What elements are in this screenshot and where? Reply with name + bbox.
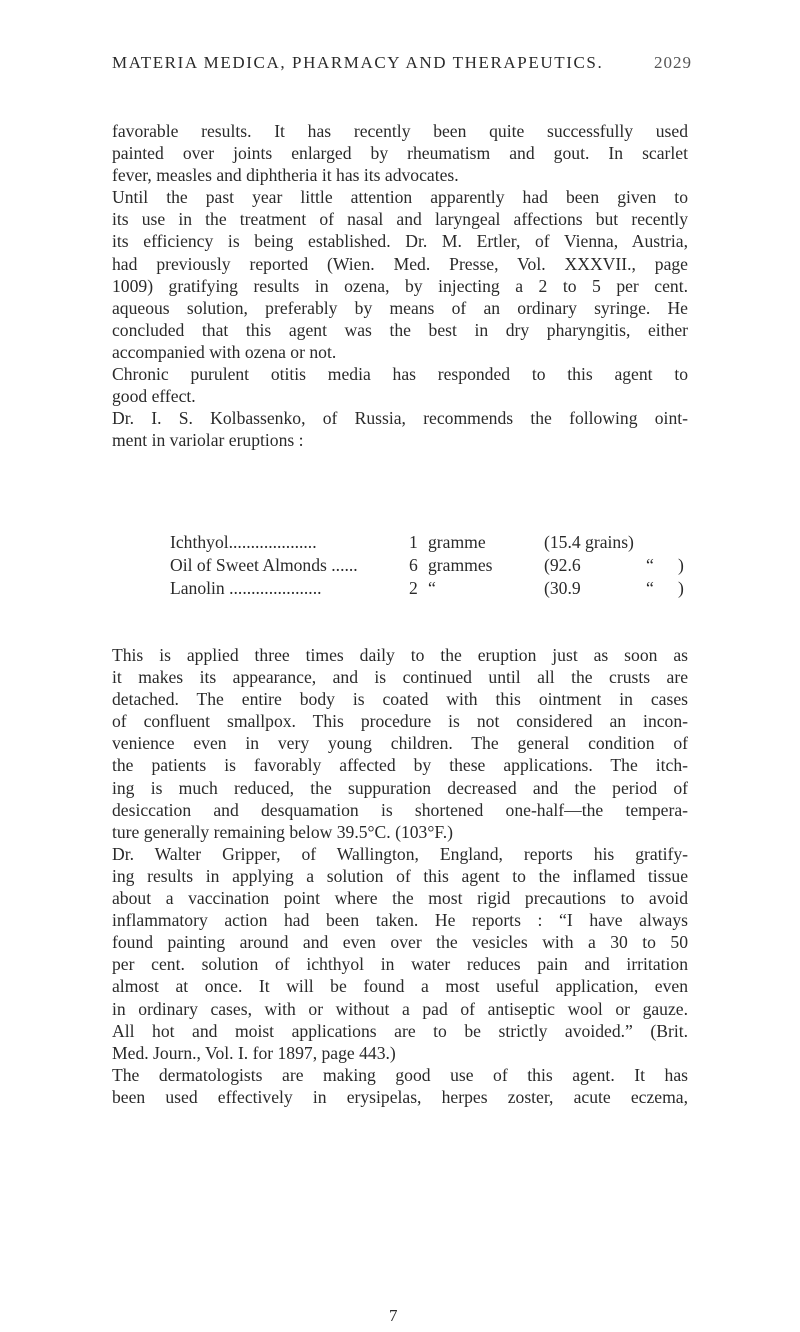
text-line: ing results in applying a solution of this agent to the inflamed tissue bbox=[112, 865, 688, 886]
text-line: This is applied three times daily to the eruption just as soon as bbox=[112, 645, 688, 665]
text-line: it makes its appearance, and is continued until all the crusts are bbox=[112, 667, 688, 688]
text-line: ing is much reduced, the suppuration decreased and the period of bbox=[112, 777, 688, 798]
text-line: All hot and moist applications are to be strictly avoided.” (Brit. bbox=[112, 1020, 688, 1041]
signature-mark: 7 bbox=[389, 1306, 398, 1325]
page-number: 2029 bbox=[654, 53, 692, 72]
text-block-application bbox=[112, 644, 688, 1108]
text-line: almost at once. It will be found a most useful application, even bbox=[112, 976, 688, 997]
ingredient-unit: “ bbox=[428, 578, 436, 598]
text-line: been used effectively in erysipelas, herpes zoster, acute eczema, bbox=[112, 1086, 688, 1107]
text-line: accompanied with ozena or not. bbox=[112, 341, 337, 362]
text-line: per cent. solution of ichthyol in water reduces pain and irritation bbox=[112, 954, 688, 975]
ingredient-name: Ichthyol.................... bbox=[170, 532, 317, 552]
text-line: of confluent smallpox. This procedure is not considered an incon- bbox=[112, 711, 688, 732]
ingredient-unit: gramme bbox=[428, 532, 486, 552]
text-line: its use in the treatment of nasal and laryngeal affections but recently bbox=[112, 209, 688, 230]
text-line: Med. Journ., Vol. I. for 1897, page 443.) bbox=[112, 1042, 396, 1063]
ingredient-quantity: 6 bbox=[409, 555, 418, 575]
text-line: found painting around and even over the vesicles with a 30 to 50 bbox=[112, 932, 688, 953]
text-line: detached. The entire body is coated with this ointment in cases bbox=[112, 689, 688, 710]
ingredient-grains: (15.4 grains) bbox=[544, 532, 634, 552]
text-block-opening bbox=[112, 120, 688, 451]
ingredient-close: ) bbox=[678, 578, 684, 598]
formula-row bbox=[170, 554, 690, 577]
ingredient-grains: (30.9 bbox=[544, 578, 581, 598]
text-line: about a vaccination point where the most rigid precautions to avoid bbox=[112, 888, 688, 909]
text-line: painted over joints enlarged by rheumatism and gout. In scarlet bbox=[112, 143, 688, 164]
text-line: had previously reported (Wien. Med. Presse, Vol. XXXVII., page bbox=[112, 253, 688, 274]
text-line: ture generally remaining below 39.5°C. (103°F.) bbox=[112, 821, 453, 842]
text-line: favorable results. It has recently been quite successfully used bbox=[112, 121, 688, 141]
ingredient-quantity: 2 bbox=[409, 578, 418, 598]
ingredient-close: ) bbox=[678, 555, 684, 575]
ingredient-name: Oil of Sweet Almonds ...... bbox=[170, 555, 358, 575]
text-line: desiccation and desquamation is shortened one-half—the tempera- bbox=[112, 799, 688, 820]
text-line: The dermatologists are making good use of this agent. It has bbox=[112, 1064, 688, 1085]
text-line: inflammatory action had been taken. He reports : “I have always bbox=[112, 910, 688, 931]
text-line: concluded that this agent was the best in dry pharyngitis, either bbox=[112, 319, 688, 340]
ingredient-grains-unit: “ bbox=[646, 555, 654, 575]
text-line: ment in variolar eruptions : bbox=[112, 430, 304, 451]
ingredient-grains-unit: “ bbox=[646, 578, 654, 598]
text-line: 1009) gratifying results in ozena, by injecting a 2 to 5 per cent. bbox=[112, 275, 688, 296]
text-line: good effect. bbox=[112, 386, 196, 407]
text-line: fever, measles and diphtheria it has its advocates. bbox=[112, 165, 459, 186]
ingredient-unit: grammes bbox=[428, 555, 493, 575]
text-line: Chronic purulent otitis media has responded to this agent to bbox=[112, 364, 688, 385]
ingredient-name: Lanolin ..................... bbox=[170, 578, 322, 598]
text-line: venience even in very young children. The general condition of bbox=[112, 733, 688, 754]
text-line: Dr. Walter Gripper, of Wallington, England, reports his gratify- bbox=[112, 843, 688, 864]
text-line: aqueous solution, preferably by means of an ordinary syringe. He bbox=[112, 297, 688, 318]
text-line: Dr. I. S. Kolbassenko, of Russia, recommends the following oint- bbox=[112, 408, 688, 429]
text-line: its efficiency is being established. Dr. M. Ertler, of Vienna, Austria, bbox=[112, 231, 688, 252]
formula-row bbox=[170, 577, 690, 600]
ointment-formula bbox=[170, 531, 690, 600]
header-title: MATERIA MEDICA, PHARMACY AND THERAPEUTICS. bbox=[112, 53, 604, 72]
ingredient-quantity: 1 bbox=[409, 532, 418, 552]
ingredient-grains: (92.6 bbox=[544, 555, 581, 575]
running-header bbox=[112, 52, 692, 84]
text-line: the patients is favorably affected by these applications. The itch- bbox=[112, 755, 688, 776]
formula-row bbox=[170, 531, 690, 554]
text-line: in ordinary cases, with or without a pad of antiseptic wool or gauze. bbox=[112, 998, 688, 1019]
text-line: Until the past year little attention apparently had been given to bbox=[112, 187, 688, 208]
